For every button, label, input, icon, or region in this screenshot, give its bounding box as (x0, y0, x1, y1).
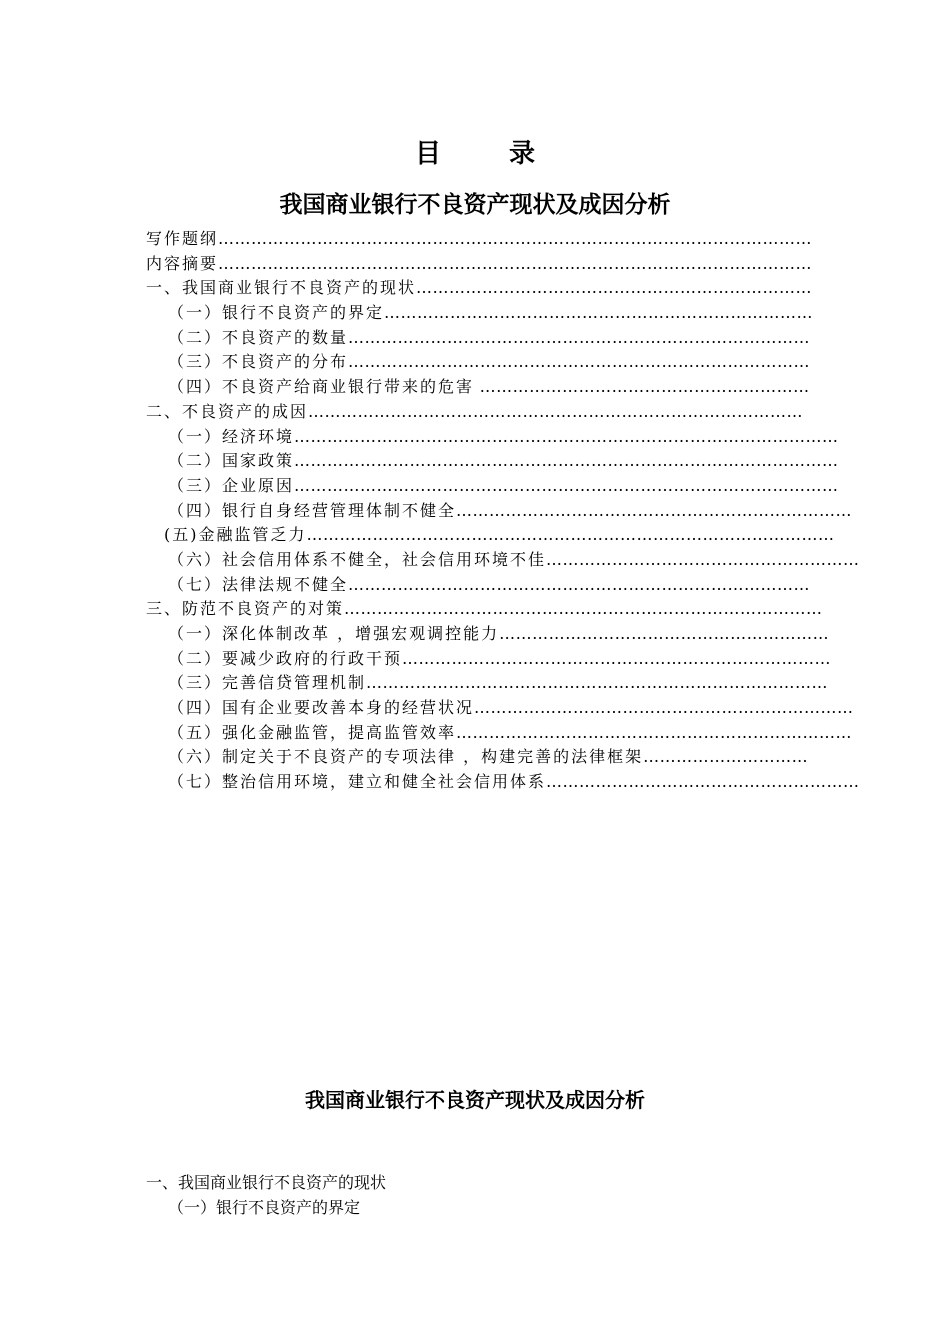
toc-entry-text: （三）完善信贷管理机制 (168, 673, 367, 693)
toc-entry[interactable] (146, 597, 823, 622)
toc-leader-dots: ……………………………………………………………………………………………… (218, 229, 813, 248)
toc-entry[interactable] (146, 227, 813, 252)
toc-entry[interactable] (146, 647, 832, 672)
section-heading-1: 一、我国商业银行不良资产的现状 (146, 1173, 387, 1192)
toc-entry[interactable] (146, 301, 814, 326)
toc-leader-dots: ………………………………………………………………………… (348, 574, 811, 594)
toc-entry-text: （二）要减少政府的行政干预 (168, 648, 403, 668)
toc-entry[interactable] (146, 573, 811, 598)
toc-entry[interactable] (146, 696, 854, 721)
body-title: 我国商业银行不良资产现状及成因分析 (305, 1088, 645, 1112)
toc-entry-text: (五)金融监管乏力 (164, 525, 307, 545)
toc-leader-dots: ………………………………………………………………………… (348, 352, 811, 372)
toc-leader-dots: …………………………………………………… (499, 624, 830, 643)
toc-entry-text: （六）制定关于不良资产的专项法律 ，构建完善的法律框架 (168, 747, 644, 767)
toc-leader-dots: ………………………………………………… (546, 549, 860, 569)
toc-leader-dots: ……………………………………………………………………………………… (294, 426, 839, 446)
toc-entry[interactable] (146, 326, 811, 351)
toc-leader-dots: …………………………………………………………………………………… (306, 525, 835, 545)
toc-entry-text: 内容摘要 (146, 253, 219, 273)
toc-entry[interactable] (146, 400, 804, 425)
toc-entry[interactable] (146, 622, 830, 647)
toc-entry-text: （四）国有企业要改善本身的经营状况 (168, 698, 475, 718)
toc-entry[interactable] (146, 745, 809, 770)
toc-entry-text: （一）经济环境 (168, 426, 295, 446)
toc-leader-dots: ………………………………………………………………………… (348, 327, 811, 347)
toc-leader-dots: …………………………………………………………………… (384, 303, 814, 323)
toc-leader-dots: ……………………………………………………………………………… (308, 401, 804, 421)
toc-entry[interactable] (146, 523, 835, 548)
toc-entry-text: （二）不良资产的数量 (168, 327, 349, 347)
toc-entry[interactable] (146, 721, 853, 746)
toc-entry[interactable] (146, 276, 813, 301)
toc-entry-text: （七）整治信用环境，建立和健全社会信用体系 (168, 772, 547, 792)
toc-entry-text: （一）深化体制改革 ，增强宏观调控能力 (168, 624, 500, 643)
toc-leader-dots: ……………………………………………………………… (456, 722, 853, 742)
toc-entry[interactable] (146, 375, 810, 400)
toc-entry[interactable] (146, 449, 839, 474)
toc-leader-dots: ……………………………………………………………………………………… (294, 475, 839, 495)
toc-entry[interactable] (146, 252, 813, 277)
toc-entry-text: 三、防范不良资产的对策 (146, 599, 345, 619)
toc-entry[interactable] (146, 350, 811, 375)
toc-entry-text: （二）国家政策 (168, 451, 295, 471)
toc-leader-dots: …………………………………………………………………………… (344, 599, 823, 619)
toc-entry[interactable] (146, 770, 860, 795)
subsection-heading-1: （一）银行不良资产的界定 (168, 1198, 361, 1217)
toc-leader-dots: ……………………………………………………………………………………………… (218, 253, 813, 273)
toc-entry-text: （四）不良资产给商业银行带来的危害 (168, 377, 475, 397)
toc-leader-dots: …………………………………………………… (474, 377, 810, 397)
toc-leader-dots: …………………………………………………………………… (402, 648, 832, 668)
toc-entry-text: 二、不良资产的成因 (146, 401, 309, 421)
toc-entry-text: （一）银行不良资产的界定 (168, 303, 385, 323)
document-title: 我国商业银行不良资产现状及成因分析 (279, 192, 671, 218)
toc-leader-dots: ……………………………………………………………… (456, 500, 853, 520)
toc-entry[interactable] (146, 548, 860, 573)
toc-entry-text: （三）不良资产的分布 (168, 352, 349, 372)
toc-entry-text: （三）企业原因 (168, 475, 295, 495)
toc-leader-dots: ………………………………………………… (546, 772, 860, 792)
toc-entry[interactable] (146, 671, 829, 696)
toc-leader-dots: ………………………………………………………………………… (366, 673, 829, 693)
toc-entry[interactable] (146, 499, 853, 524)
toc-heading: 目录 (414, 139, 603, 169)
toc-leader-dots: …………………………………………………………… (474, 698, 854, 718)
toc-entry-text: （四）银行自身经营管理体制不健全 (168, 500, 457, 520)
toc-entry-text: （五）强化金融监管，提高监管效率 (168, 722, 457, 742)
toc-entry-text: 写作题纲 (146, 229, 219, 248)
toc-entry-text: （六）社会信用体系不健全，社会信用环境不佳 (168, 549, 547, 569)
toc-entry-text: （七）法律法规不健全 (168, 574, 349, 594)
toc-leader-dots: ……………………………………………………………… (416, 278, 813, 298)
toc-leader-dots: ………………………… (643, 747, 809, 767)
toc-entry[interactable] (146, 474, 839, 499)
toc-entry-text: 一、我国商业银行不良资产的现状 (146, 278, 417, 298)
toc-leader-dots: ……………………………………………………………………………………… (294, 451, 839, 471)
toc-entry[interactable] (146, 425, 839, 450)
table-of-contents (146, 227, 860, 795)
